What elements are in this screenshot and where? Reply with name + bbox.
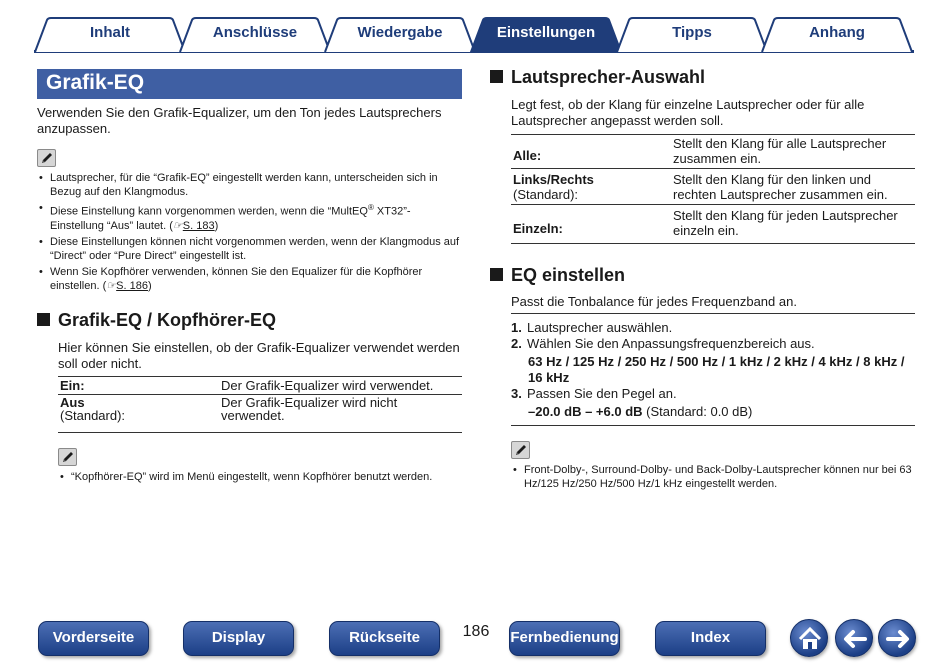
note-text: “Kopfhörer-EQ” wird im Menü eingestellt, wenn Kopfhörer benutzt werden. <box>71 471 433 483</box>
subheading-lautsprecher-auswahl <box>490 67 705 88</box>
option-key: Links/Rechts (Standard): <box>513 172 594 202</box>
table-row <box>58 377 462 395</box>
option-table <box>58 376 462 433</box>
tab-tipps[interactable] <box>616 17 768 51</box>
arrow-left-icon <box>836 620 874 658</box>
note-text: Diese Einstellung kann vorgenommen werden, wenn die “MultEQ <box>50 205 368 218</box>
note-text: Diese Einstellungen können nicht vorgenommen werden, wenn der Klangmodus auf “Direct” oder “Pure Direct” eingestellt ist. <box>50 235 460 262</box>
note-text: Lautsprecher, für die “Grafik-EQ” eingestellt werden kann, unterscheiden sich in Bezug auf den Klangmodus. <box>50 172 438 198</box>
subsection-description: Hier können Sie einstellen, ob der Grafik-Equalizer verwendet werden soll oder nicht. <box>58 340 460 371</box>
option-key: Einzeln: <box>513 220 563 236</box>
tab-label: Inhalt <box>90 24 130 41</box>
section-header <box>37 69 462 99</box>
step-1: 1. Lautsprecher auswählen. <box>511 320 673 335</box>
pointing-hand-icon: ☞ <box>172 219 183 232</box>
subheading-text: EQ einstellen <box>511 265 626 285</box>
pencil-icon <box>58 448 77 466</box>
option-value: Der Grafik-Equalizer wird nicht verwendet. <box>221 395 398 423</box>
vorderseite-button[interactable] <box>38 621 149 656</box>
fernbedienung-button[interactable] <box>509 621 620 656</box>
note-text: XT32”-Einstellung “Aus” lautet. <box>50 205 411 232</box>
note-list <box>58 470 462 486</box>
note-text: Front-Dolby-, Surround-Dolby- und Back-Dolby-Lautsprecher können nur bei 63 Hz/125 Hz/250 Hz/500 Hz/1 kHz eingestellt werden. <box>524 464 912 490</box>
tab-anschluesse[interactable] <box>179 17 331 51</box>
step-3: 3. Passen Sie den Pegel an. <box>511 386 677 401</box>
index-button[interactable] <box>655 621 766 656</box>
note-item <box>511 463 915 491</box>
button-label: Display <box>211 629 266 646</box>
table-row <box>58 395 462 433</box>
forward-button[interactable] <box>878 619 916 657</box>
option-key: Aus (Standard): <box>60 395 126 423</box>
note-list <box>37 171 462 295</box>
divider <box>511 425 915 426</box>
option-value: Stellt den Klang für jeden Lautsprecher einzeln ein. <box>673 208 898 238</box>
home-button[interactable] <box>790 619 828 657</box>
note-item <box>58 470 462 484</box>
note-text: Wenn Sie Kopfhörer verwenden, können Sie den Equalizer für die Kopfhörer einstellen. <box>50 265 423 292</box>
note-item <box>37 201 462 233</box>
frequency-values: 63 Hz / 125 Hz / 250 Hz / 500 Hz / 1 kHz / 2 kHz / 4 kHz / 8 kHz / 16 kHz <box>528 354 905 385</box>
button-label: Fernbedienung <box>510 629 619 646</box>
tab-einstellungen[interactable] <box>470 17 622 51</box>
eq-description: Passt die Tonbalance für jedes Frequenzband an. <box>511 294 797 309</box>
tab-label: Tipps <box>672 24 712 41</box>
page-number: 186 <box>462 623 490 640</box>
subheading-text: Grafik-EQ / Kopfhörer-EQ <box>58 310 277 330</box>
option-value: Der Grafik-Equalizer wird verwendet. <box>221 378 434 393</box>
home-icon <box>791 620 829 658</box>
table-row <box>511 169 915 205</box>
button-label: Index <box>690 629 731 646</box>
divider <box>511 313 915 314</box>
reference-page: S. 186 <box>116 279 148 292</box>
tab-label: Einstellungen <box>496 24 596 41</box>
arrow-right-icon <box>879 620 917 658</box>
registered-mark: ® <box>367 203 374 212</box>
page-title: Grafik-EQ <box>46 71 145 94</box>
option-value: Stellt den Klang für alle Lautsprecher zusammen ein. <box>673 136 887 166</box>
note-item <box>37 235 462 263</box>
tab-inhalt[interactable] <box>34 17 186 51</box>
option-value: Stellt den Klang für den linken und rechten Lautsprecher zusammen ein. <box>673 172 888 202</box>
note-item <box>37 265 462 293</box>
table-row <box>511 135 915 169</box>
level-range: –20.0 dB – +6.0 dB (Standard: 0.0 dB) <box>528 404 753 419</box>
page-reference-link[interactable]: (☞S. 186) <box>102 279 152 292</box>
button-label: Rückseite <box>349 629 420 646</box>
back-button[interactable] <box>835 619 873 657</box>
option-key: Alle: <box>513 148 542 163</box>
speaker-description: Legt fest, ob der Klang für einzelne Lautsprecher oder für alle Lautsprecher angepasst werden soll. <box>511 97 865 128</box>
subheading-text: Lautsprecher-Auswahl <box>511 67 706 87</box>
speaker-option-table <box>511 134 915 244</box>
tab-label: Wiedergabe <box>357 24 443 41</box>
subheading-grafik-eq <box>37 310 276 331</box>
step-2: 2. Wählen Sie den Anpassungsfrequenzbereich aus. <box>511 336 815 351</box>
table-row <box>511 205 915 244</box>
display-button[interactable] <box>183 621 294 656</box>
square-bullet-icon <box>490 268 503 281</box>
tab-label: Anschlüsse <box>212 24 298 41</box>
rueckseite-button[interactable] <box>329 621 440 656</box>
button-label: Vorderseite <box>52 629 135 646</box>
top-tab-bar <box>34 17 914 53</box>
page-reference-link[interactable]: (☞S. 183) <box>169 219 219 232</box>
pencil-icon <box>511 441 530 459</box>
pencil-icon <box>37 149 56 167</box>
tab-wiedergabe[interactable] <box>324 17 476 51</box>
intro-text: Verwenden Sie den Grafik-Equalizer, um den Ton jedes Lautsprechers anzupassen. <box>37 105 442 136</box>
square-bullet-icon <box>490 70 503 83</box>
note-list <box>511 463 915 493</box>
eq-steps <box>511 320 915 420</box>
square-bullet-icon <box>37 313 50 326</box>
tab-anhang[interactable] <box>761 17 913 51</box>
tab-label: Anhang <box>809 24 865 41</box>
reference-page: S. 183 <box>182 219 215 232</box>
pointing-hand-icon: ☞ <box>106 279 117 292</box>
subheading-eq-einstellen <box>490 265 625 286</box>
note-item <box>37 171 462 199</box>
option-key: Ein: <box>60 378 85 393</box>
